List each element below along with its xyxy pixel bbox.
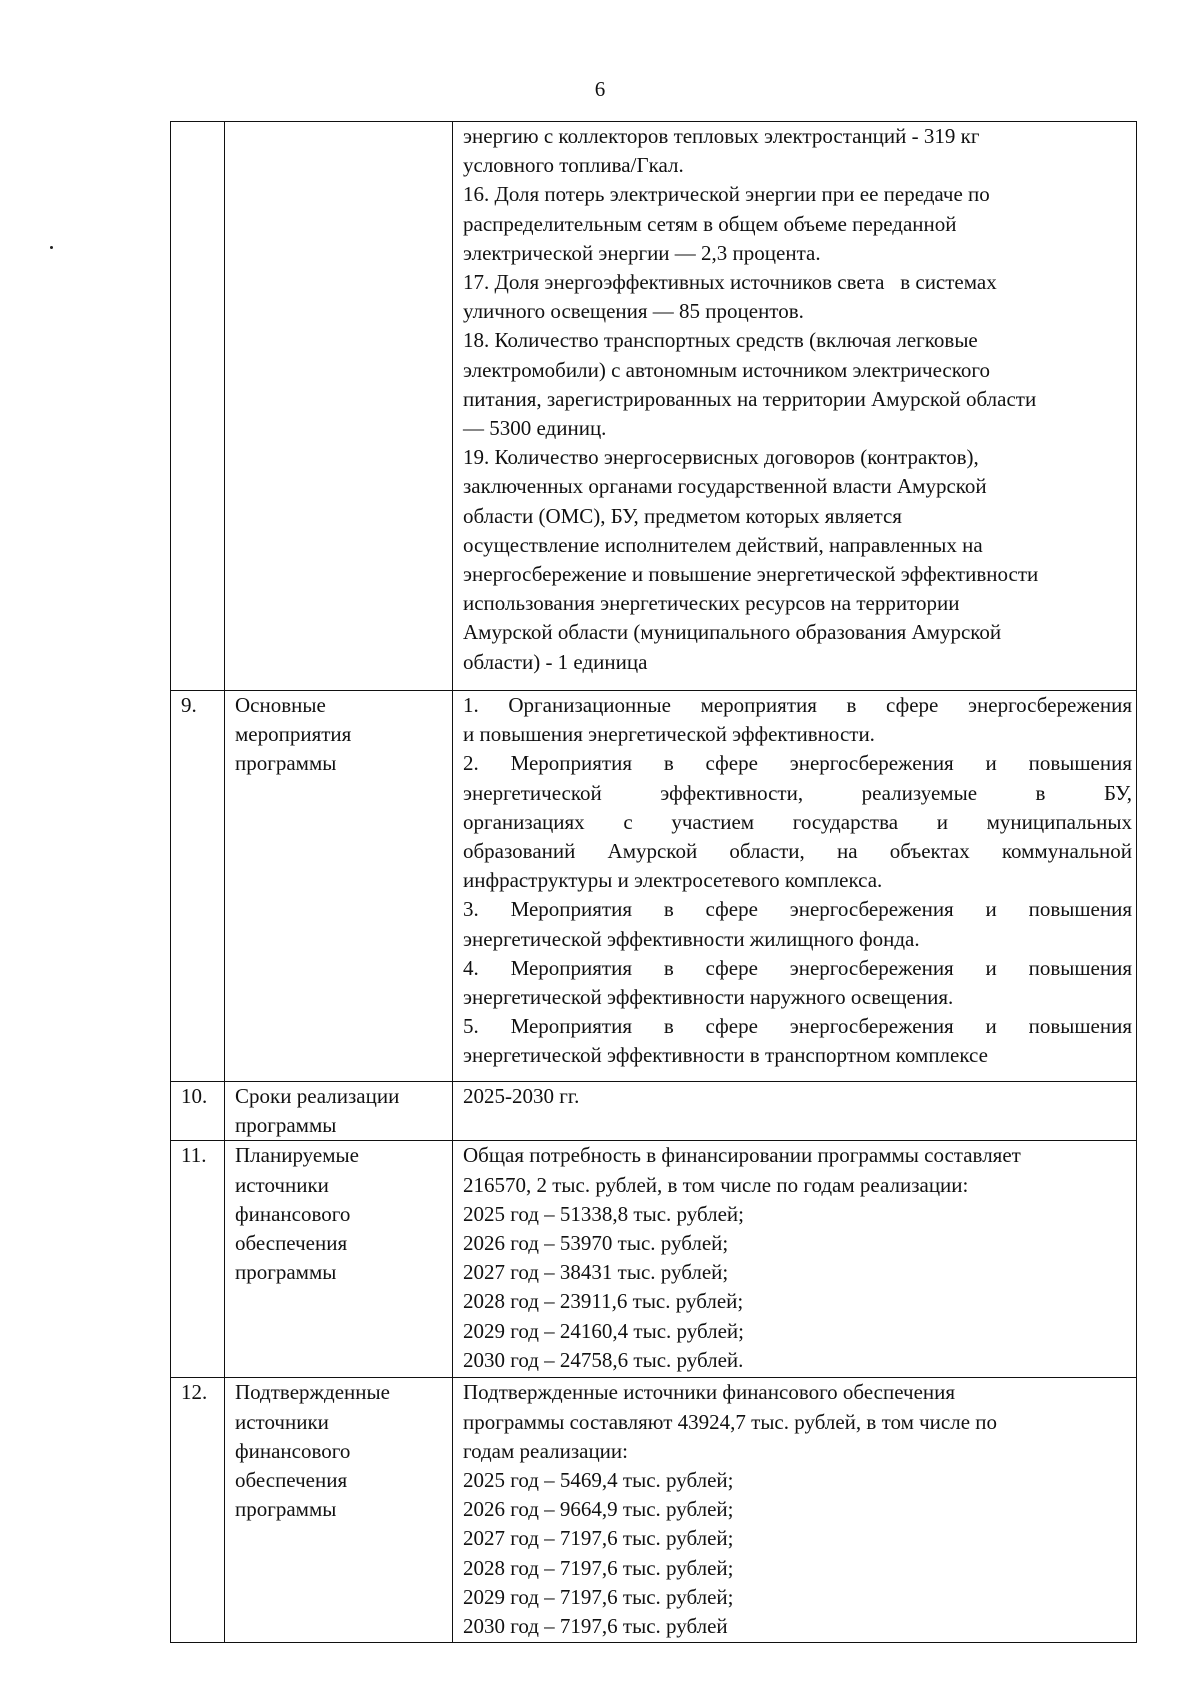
content-line: энергетической эффективности наружного освещения. [463,985,954,1010]
content-line: 5. Мероприятия в сфере энергосбережения и повышения [463,1014,1132,1039]
content-line: 2026 год – 9664,9 тыс. рублей; [463,1497,734,1522]
scan-speck [50,246,53,249]
row-number: 10. [171,1082,225,1141]
content-line: 2025-2030 гг. [463,1084,580,1108]
table-row-main-activities [171,691,1137,1082]
content-line: 2027 год – 38431 тыс. рублей; [463,1260,729,1285]
content-line: заключенных органами государственной власти Амурской [463,474,987,499]
content-line: 18. Количество транспортных средств (включая легковые [463,328,978,353]
content-line: 2025 год – 5469,4 тыс. рублей; [463,1468,734,1493]
table-row-indicators-continued [171,122,1137,691]
content-line: энергию с коллекторов тепловых электростанций - 319 кг [463,124,980,148]
row-content [453,691,1137,1082]
row-title-line: Планируемые [235,1143,359,1168]
content-line: и повышения энергетической эффективности. [463,722,875,747]
content-line: 2028 год – 7197,6 тыс. рублей; [463,1555,734,1580]
content-line: распределительным сетям в общем объеме переданной [463,211,957,236]
content-line: 2026 год – 53970 тыс. рублей; [463,1231,729,1256]
content-line: программы составляют 43924,7 тыс. рублей, в том числе по [463,1409,998,1434]
table-row-planned-financing [171,1141,1137,1378]
content-line: 2028 год – 23911,6 тыс. рублей; [463,1289,744,1314]
content-line: энергосбережение и повышение энергетической эффективности [463,562,1039,587]
content-line: 1. Организационные мероприятия в сфере энергосбережения [463,693,1132,717]
content-line: Общая потребность в финансировании программы составляет [463,1143,1021,1168]
row-content [453,122,1137,691]
row-title-line: источники [235,1172,329,1197]
row-title-line: обеспечения [235,1468,348,1493]
content-line: инфраструктуры и электросетевого комплекса. [463,868,883,893]
row-title-line: программы [235,1113,337,1138]
row-content [453,1141,1137,1378]
row-content [453,1378,1137,1643]
row-title-line: обеспечения [235,1231,348,1256]
row-title [225,1141,453,1378]
row-title-line: Сроки реализации [235,1084,400,1108]
content-line: 2. Мероприятия в сфере энергосбережения и повышения [463,751,1132,776]
content-line: 17. Доля энергоэффективных источников света в системах [463,270,997,295]
content-line: 2030 год – 24758,6 тыс. рублей. [463,1347,744,1372]
row-title-line: финансового [235,1201,351,1226]
program-passport-table [170,121,1137,1643]
content-line: 4. Мероприятия в сфере энергосбережения и повышения [463,955,1132,980]
content-line: 2029 год – 24160,4 тыс. рублей; [463,1318,745,1343]
row-title [225,1082,453,1141]
content-line: 2027 год – 7197,6 тыс. рублей; [463,1526,734,1551]
row-title-line: программы [235,1260,337,1285]
content-line: Амурской области (муниципального образования Амурской [463,620,1002,645]
content-line: 2030 год – 7197,6 тыс. рублей [463,1614,728,1639]
row-number: 12. [171,1378,225,1643]
content-line: Подтвержденные источники финансового обеспечения [463,1380,956,1405]
content-line: области (ОМС), БУ, предметом которых является [463,503,902,528]
row-number: 9. [171,691,225,1082]
content-line: электромобили) с автономным источником электрического [463,357,990,382]
row-number [171,122,225,691]
table-row-implementation-period [171,1082,1137,1141]
content-line: образований Амурской области, на объектах коммунальной [463,839,1132,864]
content-line: организациях с участием государства и муниципальных [463,809,1132,834]
content-line: 3. Мероприятия в сфере энергосбережения и повышения [463,897,1132,922]
content-line: — 5300 единиц. [463,416,607,441]
content-line: условного топлива/Гкал. [463,153,684,178]
content-line: годам реализации: [463,1438,628,1463]
row-title-line: мероприятия [235,722,352,747]
content-line: энергетической эффективности жилищного фонда. [463,926,920,951]
content-line: энергетической эффективности, реализуемые в БУ, [463,780,1132,805]
content-line: использования энергетических ресурсов на территории [463,591,960,616]
row-title-line: программы [235,1497,337,1522]
row-number: 11. [171,1141,225,1378]
content-line: 216570, 2 тыс. рублей, в том числе по годам реализации: [463,1172,969,1197]
table-row-confirmed-financing [171,1378,1137,1643]
row-title [225,1378,453,1643]
row-title [225,691,453,1082]
content-line: 16. Доля потерь электрической энергии при ее передаче по [463,182,990,207]
row-title-line: финансового [235,1438,351,1463]
row-title-line: источники [235,1409,329,1434]
content-line: области) - 1 единица [463,649,648,674]
page-number: 6 [594,77,606,101]
content-line: энергетической эффективности в транспортном комплексе [463,1043,988,1068]
content-line: питания, зарегистрированных на территории Амурской области [463,386,1037,411]
content-line: уличного освещения — 85 процентов. [463,299,804,324]
content-line: 2025 год – 51338,8 тыс. рублей; [463,1201,745,1226]
content-line: 2029 год – 7197,6 тыс. рублей; [463,1584,734,1609]
row-title-line: Основные [235,693,326,717]
row-title-line: Подтвержденные [235,1380,390,1405]
content-line: электрической энергии — 2,3 процента. [463,240,821,265]
row-content [453,1082,1137,1141]
content-line: 19. Количество энергосервисных договоров (контрактов), [463,445,979,470]
row-title [225,122,453,691]
content-line: осуществление исполнителем действий, направленных на [463,532,983,557]
row-title-line: программы [235,751,337,776]
